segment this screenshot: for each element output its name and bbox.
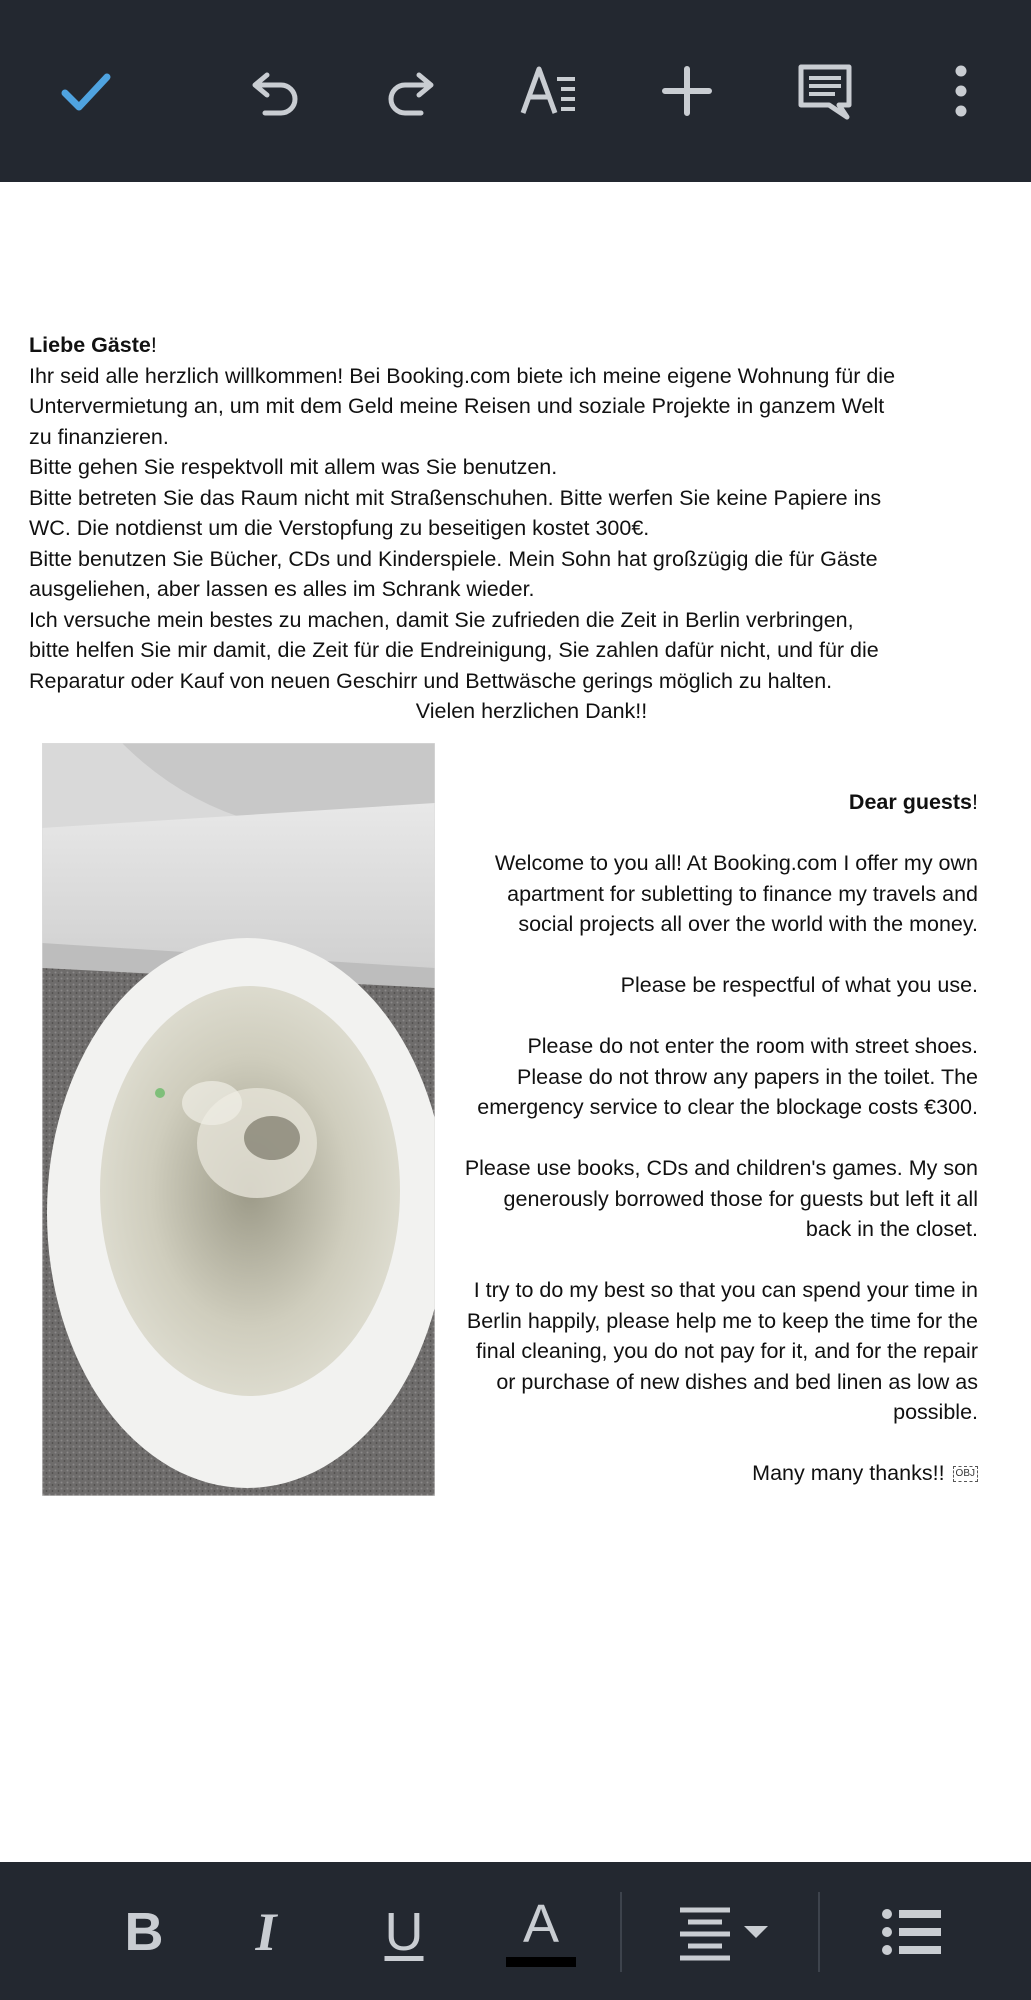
underline-button[interactable] [364, 1892, 444, 1972]
underline-icon: U [384, 1902, 424, 1962]
check-icon[interactable] [50, 56, 120, 126]
english-paragraph: Please do not enter the room with street shoes. Please do not throw any papers in the toilet. The emergency service to clear the blockage costs €300. [477, 1034, 978, 1119]
more-icon[interactable] [926, 56, 996, 126]
english-paragraph: Please use books, CDs and children's games. My son generously borrowed those for guests but left it all back in the closet. [464, 1156, 978, 1241]
bold-icon: B [124, 1902, 164, 1962]
german-line: bitte helfen Sie mir damit, die Zeit für die Endreinigung, Sie zahlen dafür nicht, und für die [29, 638, 879, 662]
list-icon [881, 1907, 941, 1957]
text-color-swatch [506, 1957, 576, 1967]
english-greeting: Dear guests [848, 790, 973, 814]
object-placeholder: OBJ [953, 1466, 978, 1482]
english-paragraph: I try to do my best so that you can spend your time in Berlin happily, please help me to keep the time for the final cleaning, you do not pay for it, and for the repair or purchase of new dishes and bed linen as low as possible. [466, 1278, 978, 1424]
german-line: zu finanzieren. [29, 424, 169, 449]
document-page[interactable] [0, 182, 1031, 1862]
german-line: Untervermietung an, um mit dem Geld meine Reisen und soziale Projekte in ganzem Welt [29, 394, 885, 418]
text-color-button[interactable] [498, 1892, 584, 1972]
text-color-icon: A [522, 1894, 560, 1954]
german-closing: Vielen herzlichen Dank!! [415, 699, 648, 723]
italic-icon: I [255, 1902, 277, 1962]
align-icon [676, 1902, 772, 1962]
german-line: Bitte betreten Sie das Raum nicht mit Straßenschuhen. Bitte werfen Sie keine Papiere ins [29, 485, 882, 510]
align-button[interactable] [674, 1892, 774, 1972]
undo-icon[interactable] [240, 56, 310, 126]
redo-icon[interactable] [376, 56, 446, 126]
list-button[interactable] [866, 1892, 956, 1972]
bold-button[interactable] [104, 1892, 184, 1972]
english-closing: Many many thanks!! [752, 1461, 945, 1485]
italic-button[interactable] [226, 1892, 306, 1972]
english-paragraph: Welcome to you all! At Booking.com I offer my own apartment for subletting to finance my travels and social projects all over the world with the money. [494, 851, 978, 936]
german-line: Bitte gehen Sie respektvoll mit allem was Sie benutzen. [29, 455, 558, 479]
top-toolbar [0, 0, 1031, 182]
plus-icon[interactable] [652, 56, 722, 126]
german-line: Bitte benutzen Sie Bücher, CDs und Kinderspiele. Mein Sohn hat großzügig die für Gäste [29, 546, 878, 571]
english-text-block[interactable]: Dear guests! Welcome to you all! At Booking.com I offer my own apartment for subletting to finance my travels and social projects all over the world with the money. Please be respectful of what you use. Please do not enter the room with street shoes. Please do not throw any papers in the toilet. The emergency service to clear the blockage costs €300. Please use books, CDs and children's games. My son generously borrowed those for guests but left it all back in the closet. I try to do my best so that you can spend your time in Berlin happily, please help me to keep the time for the final cleaning, you do not pay for it, and for the repair or purchase of new dishes and bed linen as low as possible. Many many thanks!! OBJ [458, 787, 978, 1519]
english-paragraph: Please be respectful of what you use. [620, 973, 978, 997]
format-toolbar [0, 1862, 1031, 2000]
german-text-block[interactable]: Liebe Gäste! Ihr seid alle herzlich willkommen! Bei Booking.com biete ich meine eigene Wohnung für die Untervermietung an, um mit dem Geld meine Reisen und soziale Projekte in ganzem Welt zu finanzieren. Bitte gehen Sie respektvoll mit allem was Sie benutzen. Bitte betreten Sie das Raum nicht mit Straßenschuhen. Bitte werfen Sie keine Papiere ins WC. Die notdienst um die Verstopfung zu beseitigen kostet 300€. Bitte benutzen Sie Bücher, CDs und Kinderspiele. Mein Sohn hat großzügig die für Gäste ausgeliehen, aber lassen es alles im Schrank wieder. Ich versuche mein bestes zu machen, damit Sie zufrieden die Zeit in Berlin verbringen, bitte helfen Sie mir damit, die Zeit für die Endreinigung, Sie zahlen dafür nicht, und für die Reparatur oder Kauf von neuen Geschirr und Bettwäsche gerings möglich zu halten. Vielen herzlichen Dank!! [29, 330, 1004, 727]
german-line: Reparatur oder Kauf von neuen Geschirr und Bettwäsche gerings möglich zu halten. [29, 668, 833, 693]
german-line: WC. Die notdienst um die Verstopfung zu beseitigen kostet 300€. [29, 516, 650, 540]
german-greeting: Liebe Gäste [29, 333, 151, 357]
text-format-icon[interactable] [514, 56, 584, 126]
comment-icon[interactable] [790, 56, 860, 126]
toolbar-divider [620, 1892, 622, 1972]
german-line: ausgeliehen, aber lassen es alles im Schrank wieder. [29, 577, 535, 601]
toilet-photo[interactable] [42, 743, 435, 1496]
german-line: Ihr seid alle herzlich willkommen! Bei Booking.com biete ich meine eigene Wohnung für die [29, 363, 896, 388]
german-line: Ich versuche mein bestes zu machen, damit Sie zufrieden die Zeit in Berlin verbringen, [29, 607, 854, 632]
toolbar-divider [818, 1892, 820, 1972]
